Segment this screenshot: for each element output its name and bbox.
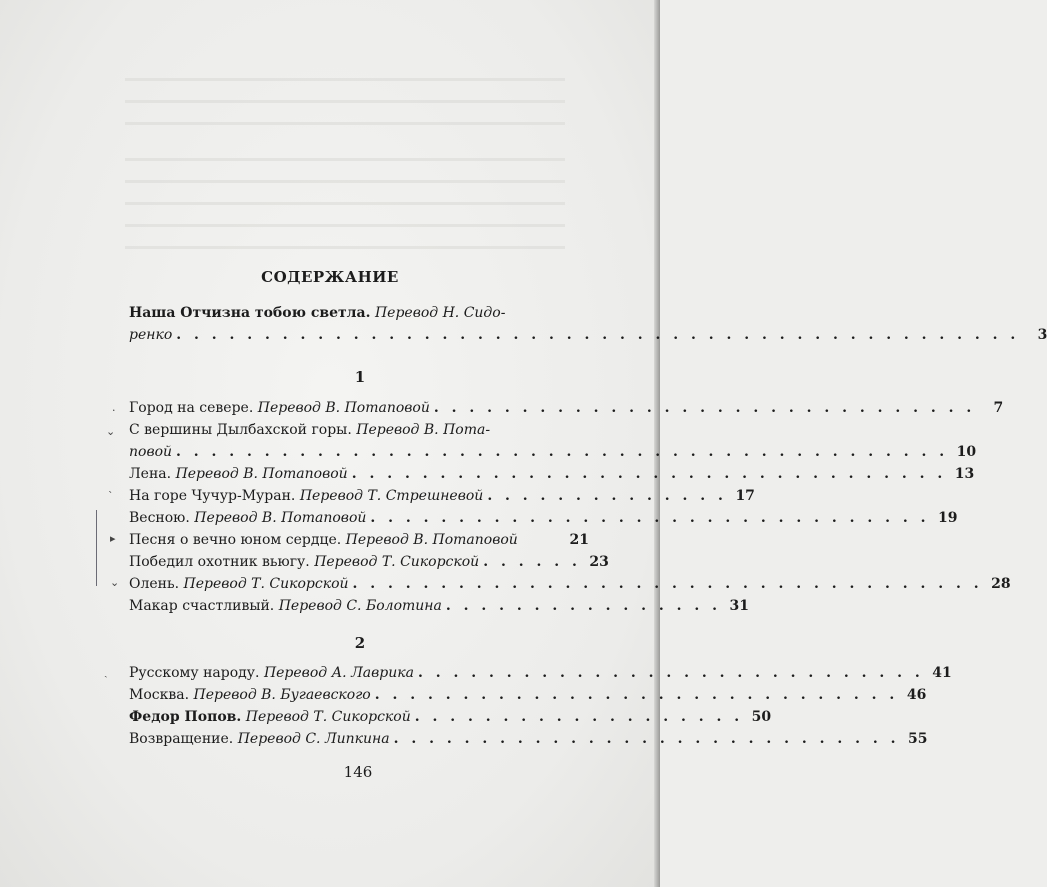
pencil-mark: ▸	[110, 532, 116, 545]
translator-credit-cont: ренко	[129, 327, 173, 343]
work-title: Песня о вечно юном сердце.	[129, 532, 342, 548]
toc-entry	[129, 485, 755, 507]
show-through-line	[125, 100, 565, 103]
work-title: Наша Отчизна тобою светла.	[129, 305, 371, 321]
leader-dots: . . . . . . . . . . . . . . . . . . .	[414, 709, 744, 725]
toc-entry	[129, 728, 928, 750]
toc-entry-line	[129, 302, 589, 324]
toc-entry	[129, 662, 952, 684]
page-ref: 21	[569, 532, 589, 548]
work-title: С вершины Дылбахской горы.	[129, 422, 352, 438]
leader-dots: . . . . . . . . . . . . . . . . . . . . . . . . . . . . . . . . . .	[351, 466, 947, 482]
page-ref: 17	[735, 488, 755, 504]
translator-credit: Перевод Т. Стрешневой	[299, 488, 484, 504]
toc-entry-line-text	[129, 302, 505, 324]
section-heading: 2	[354, 634, 366, 652]
toc-entry	[129, 507, 958, 529]
page-ref: 19	[938, 510, 958, 526]
work-title: Город на севере.	[129, 400, 254, 416]
translator-credit: Перевод С. Болотина	[278, 598, 442, 614]
work-title: Лена.	[129, 466, 172, 482]
work-title: Весною.	[129, 510, 190, 526]
leader-dots: . . . . . . . . . . . . . . . . . . . . . . . . . . . . . .	[374, 687, 899, 703]
translator-credit-cont: повой	[129, 444, 173, 460]
page-ref: 23	[589, 554, 609, 570]
page-ref: 3	[1037, 327, 1047, 343]
toc-entry	[129, 419, 977, 463]
leader-dots: . . . . . . . . . . . . . . . . . . . . . . . . . . . . . . . . . . . . . . . . . . . .	[176, 444, 949, 460]
translator-credit: Перевод А. Лаврика	[263, 665, 414, 681]
show-through-line	[125, 78, 565, 81]
show-through-line	[125, 122, 565, 125]
translator-credit: Перевод В. Потаповой	[345, 532, 518, 548]
page-ref: 13	[954, 466, 975, 482]
show-through-line	[125, 180, 565, 183]
toc-entry-intro	[129, 302, 1047, 346]
translator-credit: Перевод С. Липкина	[237, 731, 390, 747]
pencil-mark: ⌄	[110, 576, 120, 589]
work-title: Федор Попов.	[129, 709, 242, 725]
work-title: Олень.	[129, 576, 180, 592]
show-through-line	[125, 202, 565, 205]
translator-credit: Перевод В. Потаповой	[194, 510, 367, 526]
pencil-margin-line	[96, 510, 97, 586]
toc-entry	[129, 529, 589, 551]
translator-credit: Перевод Т. Сикорской	[245, 709, 411, 725]
toc-entry	[129, 706, 772, 728]
work-title: Макар счастливый.	[129, 598, 275, 614]
leader-dots: . . . . . . . . . . . . . .	[487, 488, 727, 504]
work-title: Возвращение.	[129, 731, 234, 747]
page-ref: 50	[751, 709, 772, 725]
translator-credit: Перевод В. Потаповой	[175, 466, 348, 482]
show-through-line	[125, 224, 565, 227]
work-title: На горе Чучур-Муран.	[129, 488, 296, 504]
toc-entry	[129, 573, 1011, 595]
pencil-mark: ˎ	[104, 665, 108, 678]
translator-credit: Перевод В. Пота-	[356, 422, 491, 438]
page-ref: 41	[932, 665, 952, 681]
section-heading: 1	[354, 368, 366, 386]
translator-credit: Перевод В. Бугаевского	[193, 687, 371, 703]
translator-credit: Перевод Н. Сидо-	[374, 305, 506, 321]
pencil-mark: ˋ	[108, 490, 114, 503]
work-title: Москва.	[129, 687, 190, 703]
leader-dots: . . . . . .	[483, 554, 581, 570]
leader-dots: . . . . . . . . . . . . . . . . . . . . . . . . . . . . . . . . . . . . . . . . . . . . . . . .	[176, 327, 1020, 343]
translator-credit: Перевод Т. Сикорской	[314, 554, 480, 570]
leader-dots: . . . . . . . . . . . . . . . . . . . . . . . . . . . . .	[393, 731, 900, 747]
toc-entry	[129, 684, 927, 706]
work-title: Победил охотник вьюгу.	[129, 554, 310, 570]
toc-entry-line	[129, 324, 1047, 346]
page-number: 146	[343, 763, 373, 781]
toc-entry	[129, 551, 609, 573]
leader-dots: . . . . . . . . . . . . . . . .	[445, 598, 721, 614]
page-ref: 55	[907, 731, 928, 747]
leader-dots: . . . . . . . . . . . . . . . . . . . . . . . . . . . . . . . .	[370, 510, 930, 526]
page-ref: 46	[906, 687, 927, 703]
page-ref: 10	[956, 444, 977, 460]
page-ref: 7	[993, 400, 1004, 416]
toc-entry	[129, 463, 975, 485]
toc-entry	[129, 595, 749, 617]
toc-title: СОДЕРЖАНИЕ	[261, 268, 399, 286]
pencil-mark: ·	[112, 404, 116, 417]
leader-dots: . . . . . . . . . . . . . . . . . . . . . . . . . . . . . . . . . . . .	[352, 576, 983, 592]
leader-dots: . . . . . . . . . . . . . . . . . . . . . . . . . . . . . . .	[433, 400, 976, 416]
show-through-line	[125, 158, 565, 161]
leader-dots: . . . . . . . . . . . . . . . . . . . . . . . . . . . . .	[417, 665, 924, 681]
page-ref: 28	[991, 576, 1011, 592]
translator-credit: Перевод В. Потаповой	[257, 400, 430, 416]
show-through-line	[125, 246, 565, 249]
pencil-mark: ⌄	[106, 425, 116, 438]
translator-credit: Перевод Т. Сикорской	[183, 576, 349, 592]
page-ref: 31	[729, 598, 749, 614]
work-title: Русскому народу.	[129, 665, 260, 681]
toc-entry	[129, 397, 1004, 419]
